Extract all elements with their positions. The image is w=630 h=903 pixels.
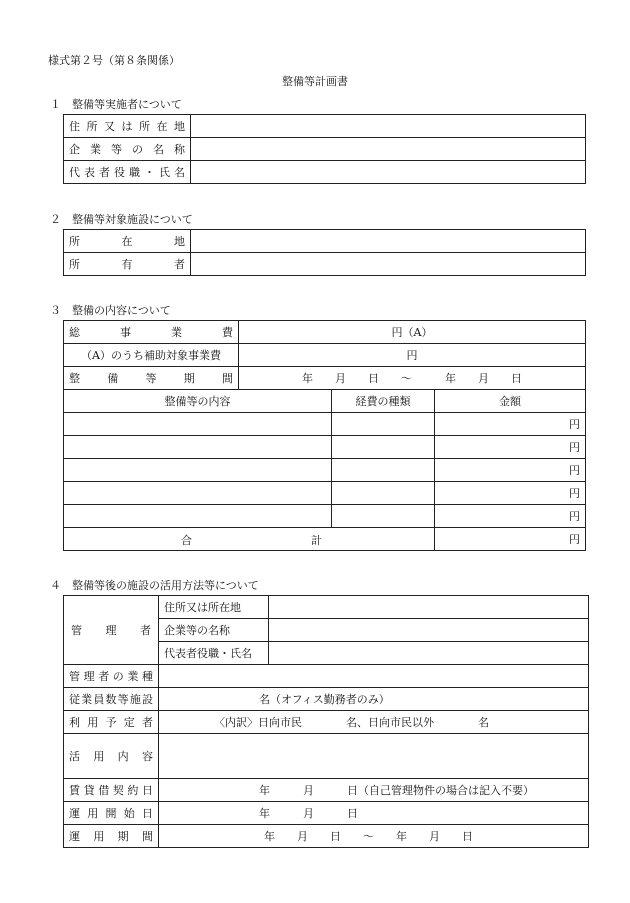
start-date-label: 運用開始日 xyxy=(64,802,159,825)
representative-field[interactable] xyxy=(191,161,586,184)
operation-period-field[interactable] xyxy=(159,825,589,848)
table-row xyxy=(64,230,586,253)
facility-location-label: 所在地 xyxy=(64,230,191,253)
amount-cell[interactable]: 円 xyxy=(435,482,586,505)
facility-location-field[interactable] xyxy=(191,230,586,253)
section2-heading: ２ 整備等対象施設について xyxy=(50,213,193,226)
amount-cell[interactable]: 円 xyxy=(435,459,586,482)
manager-address-label: 住所又は所在地 xyxy=(159,596,269,619)
planned-users-label: 利用予定者 xyxy=(64,711,159,734)
type-cell[interactable] xyxy=(332,413,435,436)
table-row xyxy=(64,482,586,505)
start-date-value: 年 月 日 xyxy=(259,807,358,820)
col-header-type: 経費の種類 xyxy=(332,390,435,413)
manager-company-field[interactable] xyxy=(269,619,589,642)
manager-representative-field[interactable] xyxy=(269,642,589,665)
manager-industry-label: 管理者の業種 xyxy=(64,665,159,688)
lease-date-label: 賃貸借契約日 xyxy=(64,779,159,802)
type-cell[interactable] xyxy=(332,505,435,528)
document-title: 整備等計画書 xyxy=(282,75,348,88)
table-row xyxy=(64,413,586,436)
content-cell[interactable] xyxy=(64,505,332,528)
type-cell[interactable] xyxy=(332,482,435,505)
section4-heading: ４ 整備等後の施設の活用方法等について xyxy=(50,579,259,592)
col-header-content: 整備等の内容 xyxy=(64,390,332,413)
employees-label: 従業員数等施設 xyxy=(64,688,159,711)
section1-heading: １ 整備等実施者について xyxy=(50,98,182,111)
section2-table xyxy=(63,229,586,276)
company-name-field[interactable] xyxy=(191,138,586,161)
company-name-label: 企業等の名称 xyxy=(64,138,191,161)
operation-period-value: 年 月 日 ～ 年 月 日 xyxy=(264,830,473,843)
section3-heading: ３ 整備の内容について xyxy=(50,304,171,317)
employees-field[interactable] xyxy=(159,688,589,711)
table-row xyxy=(64,367,586,390)
manager-company-label: 企業等の名称 xyxy=(159,619,269,642)
table-row xyxy=(64,688,589,711)
table-row xyxy=(64,436,586,459)
amount-cell[interactable]: 円 xyxy=(435,413,586,436)
table-row xyxy=(64,253,586,276)
section3-summary-table xyxy=(63,320,586,390)
planned-users-value: 〈内訳〉日向市民 名、日向市民以外 名 xyxy=(214,716,489,729)
table-row xyxy=(64,161,586,184)
content-cell[interactable] xyxy=(64,482,332,505)
address-label: 住所又は所在地 xyxy=(64,115,191,138)
form-number: 様式第２号（第８条関係） xyxy=(48,54,180,67)
table-row xyxy=(64,115,586,138)
table-row xyxy=(64,665,589,688)
section1-table xyxy=(63,114,586,184)
manager-label xyxy=(64,596,159,665)
content-cell[interactable] xyxy=(64,459,332,482)
table-row xyxy=(64,505,586,528)
facility-owner-field[interactable] xyxy=(191,253,586,276)
table-row xyxy=(64,138,586,161)
table-row xyxy=(64,596,589,619)
planned-users-field[interactable] xyxy=(159,711,589,734)
table-row xyxy=(64,344,586,367)
start-date-field[interactable] xyxy=(159,802,589,825)
total-amount-cell[interactable]: 円 xyxy=(435,528,586,551)
section3-detail-table xyxy=(63,389,586,551)
manager-label-text: 管理者 xyxy=(71,624,151,637)
content-cell[interactable] xyxy=(64,436,332,459)
representative-label: 代表者役職・氏名 xyxy=(64,161,191,184)
section4-table xyxy=(63,595,589,848)
total-row xyxy=(64,528,586,551)
total-cost-field[interactable]: 円（A） xyxy=(239,321,586,344)
manager-representative-label: 代表者役職・氏名 xyxy=(159,642,269,665)
table-row xyxy=(64,802,589,825)
table-row xyxy=(64,459,586,482)
lease-date-field[interactable] xyxy=(159,779,589,802)
project-period-label: 整備等期間 xyxy=(64,367,239,390)
amount-cell[interactable]: 円 xyxy=(435,505,586,528)
lease-date-value: 年 月 日（自己管理物件の場合は記入不要） xyxy=(259,784,534,797)
total-label-part2: 計 xyxy=(311,534,322,547)
usage-content-field[interactable] xyxy=(159,734,589,779)
content-cell[interactable] xyxy=(64,413,332,436)
table-row xyxy=(64,321,586,344)
operation-period-label: 運用期間 xyxy=(64,825,159,848)
table-row xyxy=(64,711,589,734)
employees-value: 名（オフィス勤務者のみ） xyxy=(259,693,390,706)
table-row xyxy=(64,825,589,848)
total-cost-label: 総事業費 xyxy=(64,321,239,344)
table-row xyxy=(64,734,589,779)
table-row xyxy=(64,390,586,413)
col-header-amount: 金額 xyxy=(435,390,586,413)
address-field[interactable] xyxy=(191,115,586,138)
amount-cell[interactable]: 円 xyxy=(435,436,586,459)
type-cell[interactable] xyxy=(332,459,435,482)
table-row xyxy=(64,779,589,802)
total-label-part1: 合 xyxy=(181,534,192,547)
subsidy-cost-label: （A）のうち補助対象事業費 xyxy=(64,344,239,367)
manager-address-field[interactable] xyxy=(269,596,589,619)
usage-content-label: 活用内容 xyxy=(64,734,159,779)
project-period-field[interactable]: 年 月 日 ～ 年 月 日 xyxy=(239,367,586,390)
subsidy-cost-field[interactable]: 円 xyxy=(239,344,586,367)
type-cell[interactable] xyxy=(332,436,435,459)
total-label xyxy=(64,528,435,551)
manager-industry-field[interactable] xyxy=(159,665,589,688)
facility-owner-label: 所有者 xyxy=(64,253,191,276)
